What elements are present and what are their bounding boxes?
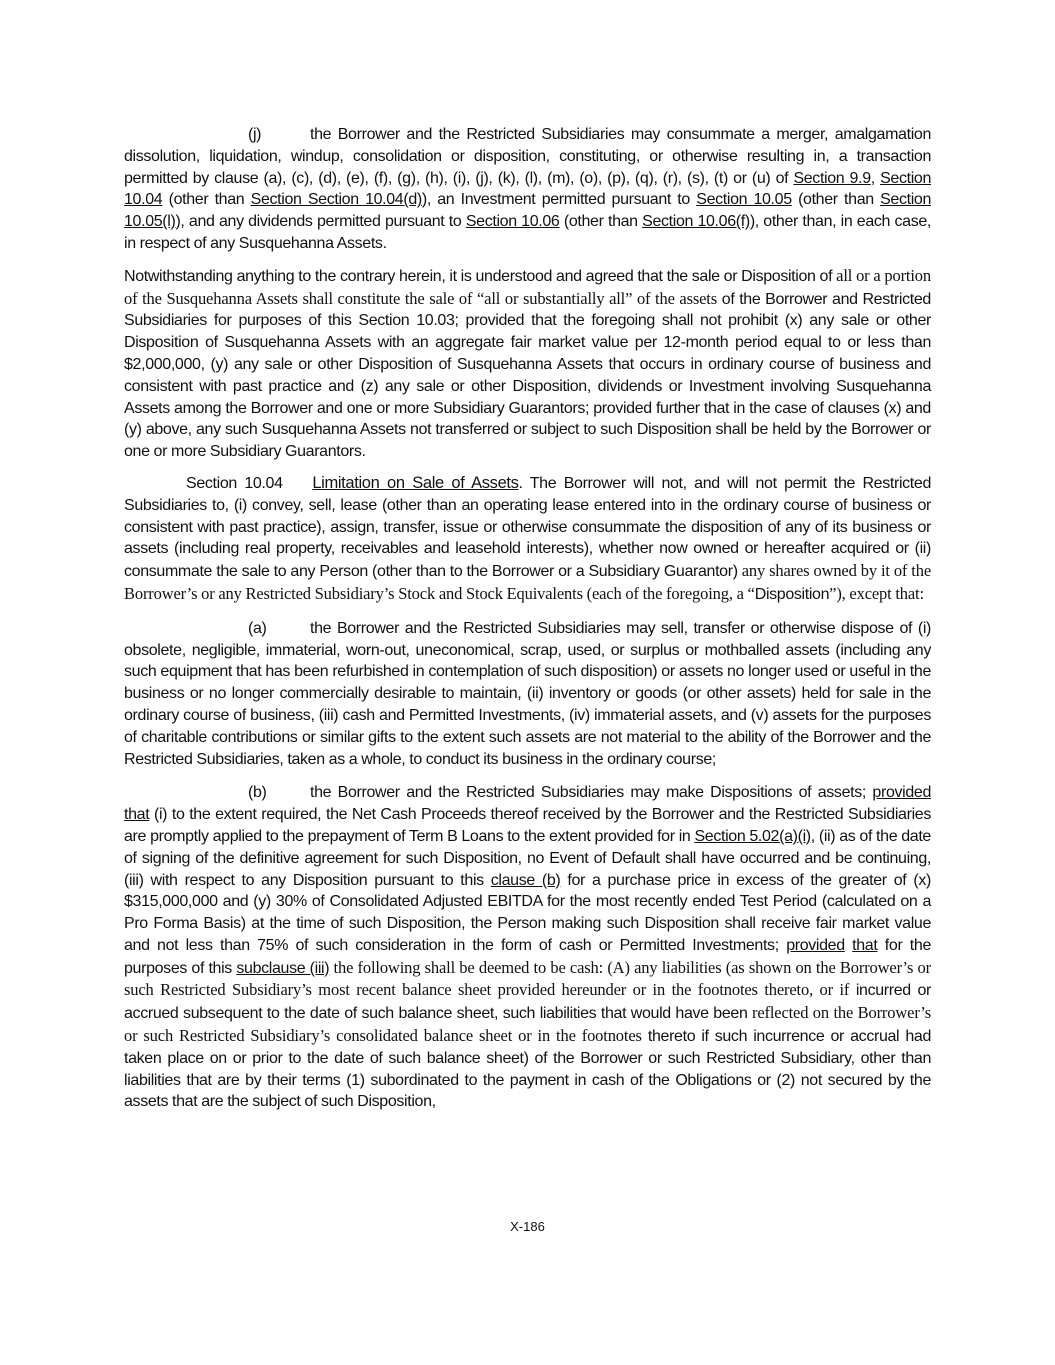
clause-b-paragraph: (b) the Borrower and the Restricted Subsidiaries may make Dispositions of assets; provided that (i) to the extent required, the Net Cash Proceeds thereof received by the Borrower and the Restricted Subsidiaries are promptly applied to the prepayment of Term B Loans to the extent provided for in Section 5.02(a)(i), (ii) as of the date of signing of the definitive agreement for such Disposition, no Event of Default shall have occurred and be continuing, (iii) with respect to any Disposition pursuant to this clause (b) for a purchase price in excess of the greater of (x) $315,000,000 and (y) 30% of Consolidated Adjusted EBITDA for the most recently ended Test Period (calculated on a Pro Forma Basis) at the time of such Disposition, the Person making such Disposition shall receive fair market value and not less than 75% of such consideration in the form of cash or Permitted Investments; provided that for the purposes of this subclause (iii) the following shall be deemed to be cash: (A) any liabilities (as shown on the Borrower’s or such Restricted Subsidiary’s most recent balance sheet provided hereunder or in the footnotes thereto, or if incurred or accrued subsequent to the date of such balance sheet, such liabilities that would have been reflected on the Borrower’s or such Restricted Subsidiary’s consolidated balance sheet or in the footnotes thereto if such incurrence or accrual had taken place on or prior to the date of such balance sheet) of the Borrower or such Restricted Subsidiary, other than liabilities that are by their terms (1) subordinated to the payment in cash of the Obligations or (2) not secured by the assets that are the subject of such Disposition,	[124, 784, 931, 1111]
section-9-9-link[interactable]: Section 9.9	[793, 169, 871, 187]
clause-j-text: the Borrower and the Restricted Subsidiaries may consummate a merger, amalgamation dissolution, liquidation, windup, consolidation or disposition, constituting, or otherwise resulting in, a transaction permitted by clause (a), (c), (d), (e), (f), (g), (h), (i), (j), (k), (l), (m), (o), (p), (q), (r), (s), (t) or (u) of	[124, 126, 931, 187]
section-10-06-link[interactable]: Section 10.06	[465, 213, 560, 231]
clause-a-paragraph	[124, 618, 931, 771]
section-number: Section 10.04	[186, 474, 283, 492]
section-10-06-f-link[interactable]: Section 10.06(f)	[642, 213, 750, 231]
subclause-iii-link[interactable]: subclause (iii)	[236, 959, 330, 977]
section-10-05-l-link[interactable]: Section 10.05(l)	[124, 191, 932, 231]
notwithstanding-paragraph: Notwithstanding anything to the contrary herein, it is understood and agreed that the sale or Disposition of all or a portion of the Susquehanna Assets shall constitute the sale of “all or substantially all” of the assets of the Borrower and Restricted Subsidiaries for purposes of this Section 10.03; provided that the foregoing shall not prohibit (x) any sale or other Disposition of Susquehanna Assets with an aggregate fair market value per 12-month period equal to or less than $2,000,000, (y) any sale or other Disposition of Susquehanna Assets that occurs in ordinary course of business and consistent with past practice and (z) any sale or other Disposition, dividends or Investment involving Susquehanna Assets among the Borrower and one or more Subsidiary Guarantors; provided further that in the case of clauses (x) and (y) above, any such Susquehanna Assets not transferred or subject to such Disposition shall be held by the Borrower or one or more Subsidiary Guarantors.	[124, 265, 931, 461]
section-10-04-paragraph: Section 10.04 Limitation on Sale of Assets. The Borrower will not, and will not permit the Restricted Subsidiaries to, (i) convey, sell, lease (other than an operating lease entered into in the ordinary course of business or consistent with past practice), assign, transfer, issue or otherwise consummate the disposition of any of its business or assets (including real property, receivables and leasehold interests), whether now owned or hereafter acquired or (ii) consummate the sale to any Person (other than to the Borrower or a Subsidiary Guarantor) any shares owned by it of the Borrower’s or any Restricted Subsidiary’s Stock and Stock Equivalents (each of the foregoing, a “Disposition”), except that:	[124, 473, 931, 603]
document-page	[124, 124, 931, 1113]
page-number: X-186	[510, 1219, 545, 1234]
clause-a-text: the Borrower and the Restricted Subsidiaries may sell, transfer or otherwise dispose of (i) obsolete, negligible, immaterial, worn-out, uneconomical, scrap, used, or surplus or mothballed assets (including any such equipment that has been refurbished in contemplation of such disposition) or assets no longer used or useful in the business or no longer commercially desirable to maintain, (ii) inventory or goods (or other assets) held for sale in the ordinary course of business, (iii) cash and Permitted Investments, (iv) immaterial assets, and (v) assets for the purposes of charitable contributions or similar gifts to the extent such assets are not material to the ability of the Borrower and the Restricted Subsidiaries, taken as a whole, to conduct its business in the ordinary course;	[124, 619, 931, 768]
clause-b-label: (b)	[248, 784, 267, 802]
section-5-02-link[interactable]: Section 5.02(a)(i)	[694, 827, 811, 845]
clause-j-label: (j)	[248, 126, 262, 143]
defined-term-disposition: Disposition	[754, 585, 830, 603]
clause-j-paragraph: (j) the Borrower and the Restricted Subsidiaries may consummate a merger, amalgamation dissolution, liquidation, windup, consolidation or disposition, constituting, or otherwise resulting in, a transaction permitted by clause (a), (c), (d), (e), (f), (g), (h), (i), (j), (k), (l), (m), (o), (p), (q), (r), (s), (t) or (u) of Section 9.9, Section 10.04 (other than Section Section 10.04(d)), an Investment permitted pursuant to Section 10.05 (other than Section 10.05(l)), and any dividends permitted pursuant to Section 10.06 (other than Section 10.06(f)), other than, in each case, in respect of any Susquehanna Assets.	[124, 126, 932, 252]
section-10-05-link[interactable]: Section 10.05	[696, 191, 792, 209]
clause-b-link[interactable]: clause (b)	[490, 871, 561, 889]
section-10-04-d-link[interactable]: Section Section 10.04(d)	[250, 191, 422, 209]
section-10-04-link[interactable]: Section 10.04	[124, 169, 931, 209]
clause-a-label: (a)	[248, 619, 267, 637]
section-heading: Limitation on Sale of Assets	[312, 473, 519, 492]
